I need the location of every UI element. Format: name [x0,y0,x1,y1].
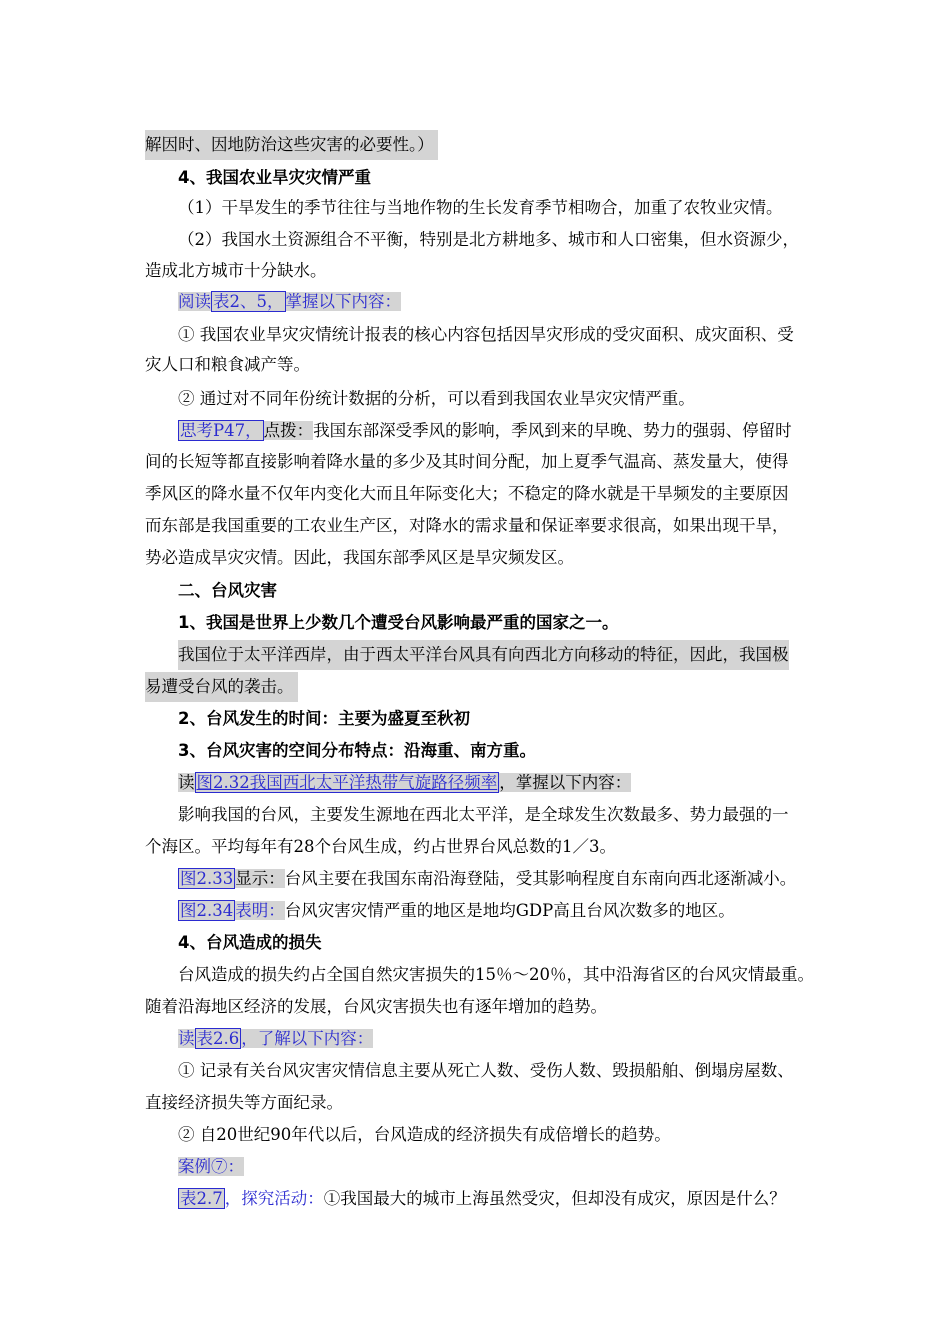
paragraph-line: 造成北方城市十分缺水。 [145,261,327,280]
paragraph-line: 季风区的降水量不仅年内变化大而且年际变化大；不稳定的降水就是干旱频发的主要原因 [145,484,789,503]
read-instruction: ，了解以下内容： [241,1029,374,1048]
heading-typhoon-1: 1、我国是世界上少数几个遭受台风影响最严重的国家之一。 [178,613,619,632]
paragraph-line: 间的长短等都直接影响着降水量的多少及其时间分配，加上夏季气温高、蒸发量大，使得 [145,452,789,471]
paragraph-line: 易遭受台风的袭击。 [145,672,298,702]
hint-label: 点拨： [263,421,314,440]
figure-2-33-note [178,864,796,894]
paragraph-line: （1）干旱发生的季节往往与当地作物的生长发育季节相吻合，加重了农牧业灾情。 [178,198,783,217]
think-text: 我国东部深受季风的影响，季风到来的早晚、势力的强弱、停留时 [313,421,792,440]
think-link[interactable]: 思考P47， [180,421,262,440]
figure-2-34-note [178,896,735,926]
figure-ref-link[interactable]: 图2.32我国西北太平洋热带气旋路径频率 [196,773,498,792]
read-label: 读 [178,1029,195,1048]
paragraph-line: 个海区。平均每年有28个台风生成，约占世界台风总数的1／3。 [145,837,616,856]
paragraph-line: ① 记录有关台风灾害灾情信息主要从死亡人数、受伤人数、毁损船舶、倒塌房屋数、 [178,1061,794,1080]
read-label: 阅读 [178,292,211,311]
paragraph-line: 影响我国的台风，主要发生源地在西北太平洋，是全球发生次数最多、势力最强的一 [178,805,789,824]
read-instruction: ，掌握以下内容： [499,773,632,792]
figure-ref-link[interactable]: 图2.34 [180,901,234,920]
paragraph-line: ① 我国农业旱灾灾情统计报表的核心内容包括因旱灾形成的受灾面积、成灾面积、受 [178,325,794,344]
paragraph-line: 随着沿海地区经济的发展，台风灾害损失也有逐年增加的趋势。 [145,997,607,1016]
paragraph-line: 台风造成的损失约占全国自然灾害损失的15％～20％，其中沿海省区的台风灾情最重。 [178,965,814,984]
case-label-line [178,1152,244,1182]
heading-typhoon-4: 4、台风造成的损失 [178,933,322,952]
figure-note-text: 台风灾害灾情严重的地区是地均GDP高且台风次数多的地区。 [284,901,735,920]
paragraph-line: 灾人口和粮食减产等。 [145,355,310,374]
table-ref-link[interactable]: 表2.7 [180,1189,223,1208]
heading-typhoon-2: 2、台风发生的时间：主要为盛夏至秋初 [178,709,470,728]
case-label: 案例⑦： [178,1157,244,1176]
label-shows: 显示： [235,869,285,888]
paragraph-line: 我国位于太平洋西岸，由于西太平洋台风具有向西北方向移动的特征，因此，我国极 [178,640,789,670]
think-p47 [178,416,792,446]
paragraph-line: ② 自20世纪90年代以后，台风造成的经济损失有成倍增长的趋势。 [178,1125,671,1144]
paragraph-line: 而东部是我国重要的工农业生产区，对降水的需求量和保证率要求很高，如果出现干旱， [145,516,789,535]
figure-note-text: 台风主要在我国东南沿海登陆，受其影响程度自东南向西北逐渐减小。 [284,869,797,888]
paragraph-line: 解因时、因地防治这些灾害的必要性。） [145,130,438,160]
figure-ref-link[interactable]: 图2.33 [180,869,234,888]
paragraph-line: ② 通过对不同年份统计数据的分析，可以看到我国农业旱灾灾情严重。 [178,389,695,408]
label-indicates: 表明： [235,901,285,920]
read-instruction: 掌握以下内容： [285,292,401,311]
paragraph-line: （2）我国水土资源组合不平衡，特别是北方耕地多、城市和人口密集，但水资源少， [178,230,799,249]
read-label: 读 [178,773,195,792]
activity-label: ，探究活动： [224,1189,324,1208]
paragraph-line: 直接经济损失等方面纪录。 [145,1093,343,1112]
section-heading-typhoon: 二、台风灾害 [178,581,277,600]
heading-typhoon-3: 3、台风灾害的空间分布特点：沿海重、南方重。 [178,741,536,760]
paragraph-line: 势必造成旱灾灾情。因此，我国东部季风区是旱灾频发区。 [145,548,574,567]
table-ref-link[interactable]: 表2.6 [196,1029,240,1048]
heading-drought: 4、我国农业旱灾灾情严重 [178,168,371,187]
table-2-7-activity [178,1184,786,1214]
activity-question: ①我国最大的城市上海虽然受灾，但却没有成灾，原因是什么？ [323,1189,786,1208]
read-figure-2-32 [178,768,631,798]
table-ref-link[interactable]: 表2、5， [213,292,284,311]
read-table-2-5 [178,287,401,317]
read-table-2-6 [178,1024,373,1054]
